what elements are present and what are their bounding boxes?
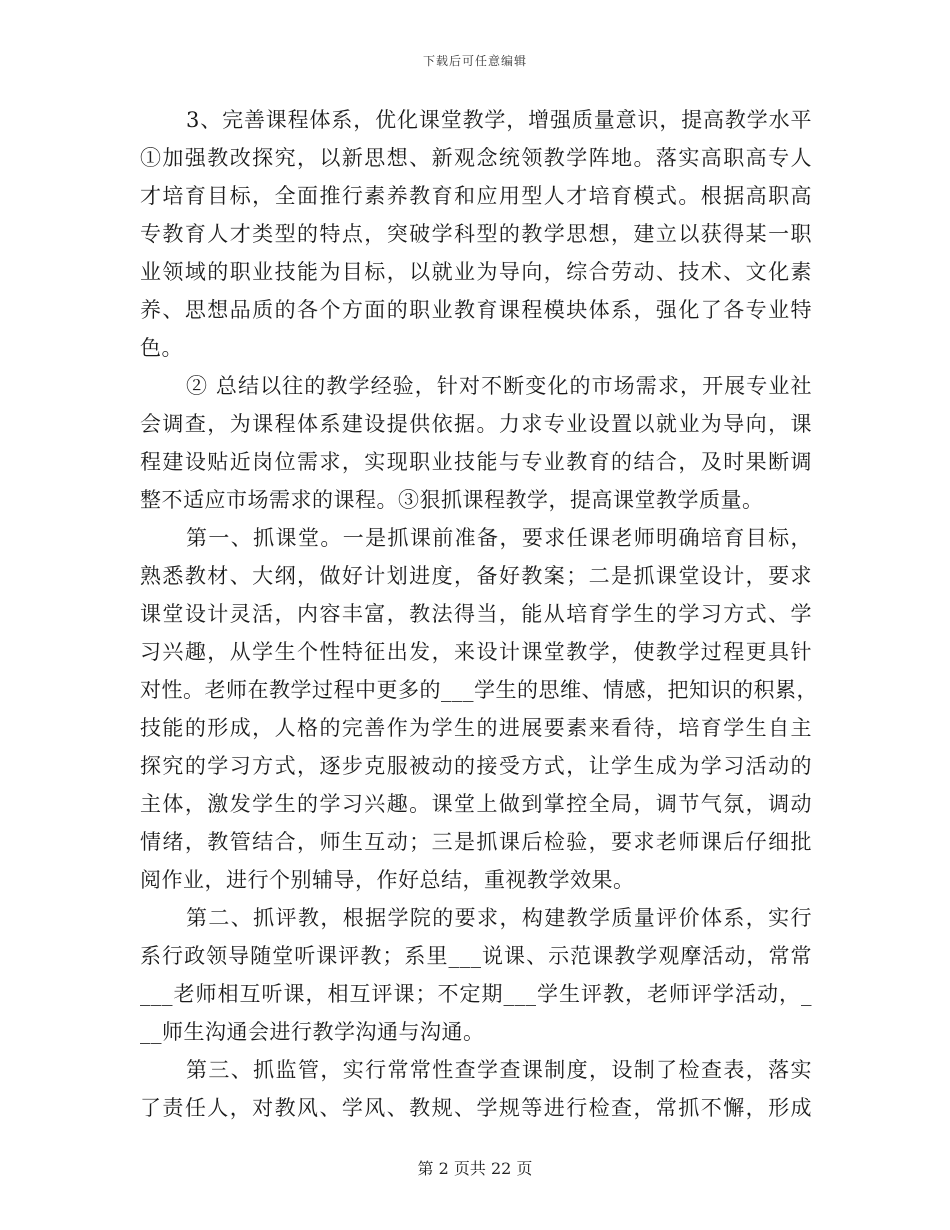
body-line: 系行政领导随堂听课评教；系里___说课、示范课教学观摩活动，常常	[140, 944, 812, 968]
body-line: 课堂设计灵活，内容丰富，教法得当，能从培育学生的学习方式、学	[140, 602, 812, 626]
page-header: 下载后可任意编辑	[422, 54, 527, 68]
body-line: 对性。老师在教学过程中更多的___学生的思维、情感，把知识的积累，	[140, 678, 818, 702]
body-line: 技能的形成，人格的完善作为学生的进展要素来看待，培育学生自主	[140, 716, 812, 740]
document-body	[140, 104, 818, 1130]
body-line: 专教育人才类型的特点，突破学科型的教学思想，建立以获得某一职	[140, 222, 812, 246]
body-line: 第三、抓监管，实行常常性查学查课制度，设制了检查表，落实	[186, 1058, 812, 1082]
body-line: 习兴趣，从学生个性特征出发，来设计课堂教学，使教学过程更具针	[140, 640, 812, 664]
body-line: 才培育目标，全面推行素养教育和应用型人才培育模式。根据高职高	[140, 184, 812, 208]
body-line: 业领域的职业技能为目标，以就业为导向，综合劳动、技术、文化素	[140, 260, 812, 284]
body-line: ② 总结以往的教学经验，针对不断变化的市场需求，开展专业社	[186, 374, 812, 398]
body-line: 了责任人，对教风、学风、教规、学规等进行检查，常抓不懈，形成	[140, 1096, 812, 1120]
body-line: 情绪，教管结合，师生互动；三是抓课后检验，要求老师课后仔细批	[140, 830, 812, 854]
body-line: 阅作业，进行个别辅导，作好总结，重视教学效果。	[140, 868, 635, 892]
body-line: 养、思想品质的各个方面的职业教育课程模块体系，强化了各专业特	[140, 298, 812, 322]
body-line: 会调查，为课程体系建设提供依据。力求专业设置以就业为导向，课	[140, 412, 812, 436]
body-line: 探究的学习方式，逐步克服被动的接受方式，让学生成为学习活动的	[140, 754, 812, 778]
body-line: 整不适应市场需求的课程。③狠抓课程教学，提高课堂教学质量。	[140, 488, 764, 512]
body-line: ___老师相互听课，相互评课；不定期___学生评教，老师评学活动，_	[140, 982, 812, 1006]
body-line: 主体，激发学生的学习兴趣。课堂上做到掌控全局，调节气氛，调动	[140, 792, 812, 816]
body-line: ①加强教改探究，以新思想、新观念统领教学阵地。落实高职高专人	[140, 146, 812, 170]
body-line: 第二、抓评教，根据学院的要求，构建教学质量评价体系，实行	[186, 906, 812, 930]
body-line: 熟悉教材、大纲，做好计划进度，备好教案；二是抓课堂设计，要求	[140, 564, 812, 588]
body-line: 3、完善课程体系，优化课堂教学，增强质量意识，提高教学水平	[186, 108, 812, 132]
body-line: __师生沟通会进行教学沟通与沟通。	[140, 1020, 485, 1044]
body-line: 色。	[140, 336, 183, 360]
body-line: 程建设贴近岗位需求，实现职业技能与专业教育的结合，及时果断调	[140, 450, 812, 474]
body-line: 第一、抓课堂。一是抓课前准备，要求任课老师明确培育目标，	[186, 526, 812, 550]
page-number: 第 2 页共 22 页	[417, 1159, 533, 1178]
